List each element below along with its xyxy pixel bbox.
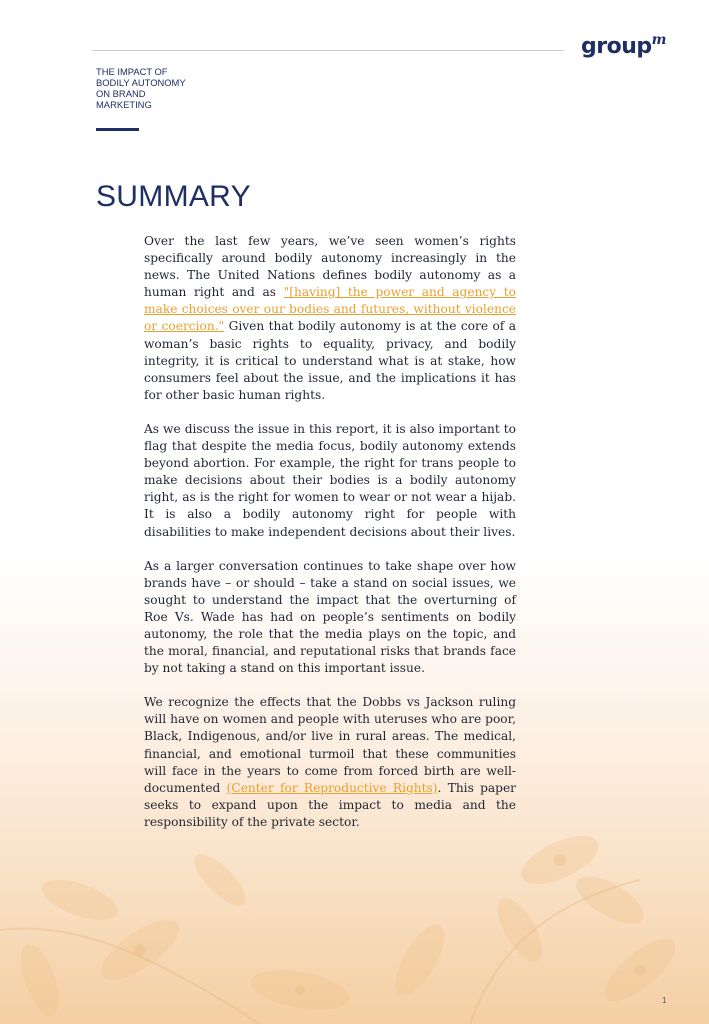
groupm-logo <box>581 34 666 59</box>
un-definition-link[interactable]: "[having] the power and agency to make choices over our bodies and futures, without violence or coercion." <box>144 285 516 334</box>
paragraph-4-text-after: . This paper seeks to expand upon the impact to media and the responsibility of the private sector. <box>144 780 516 829</box>
kicker-line: THE IMPACT OF <box>96 66 168 77</box>
kicker-line: ON BRAND <box>96 88 146 99</box>
paragraph-4-text-before: We recognize the effects that the Dobbs vs Jackson ruling will have on women and people with uteruses who are poor, Black, Indigenous, and/or live in rural areas. The medical, financial, and emotional turmoil that these communities will face in the years to come from forced birth are well-documented <box>144 695 516 795</box>
center-for-reproductive-rights-link[interactable]: (Center for Reproductive Rights) <box>226 780 438 795</box>
logo-superscript: m <box>651 32 666 48</box>
kicker-accent-bar <box>96 128 139 131</box>
paragraph-4 <box>144 694 516 831</box>
paragraph-1-text-before: Over the last few years, we’ve seen women’s rights specifically around bodily autonomy increasingly in the news. The United Nations defines bodily autonomy as a human right and as <box>144 234 516 300</box>
page-title: SUMMARY <box>96 180 251 213</box>
summary-body <box>144 233 516 848</box>
page-number: 1 <box>662 996 667 1005</box>
kicker-line: MARKETING <box>96 99 152 110</box>
header-divider <box>92 50 564 51</box>
kicker-line: BODILY AUTONOMY <box>96 77 186 88</box>
paragraph-2: As we discuss the issue in this report, it is also important to flag that despite the media focus, bodily autonomy extends beyond abortion. For example, the right for trans people to make decisions about their bodies is a bodily autonomy right, as is the right for women to wear or not wear a hijab. It is also a bodily autonomy right for people with disabilities to make independent decisions about their lives. <box>144 421 516 539</box>
paragraph-3: As a larger conversation continues to take shape over how brands have – or should – take a stand on social issues, we sought to understand the impact that the overturning of Roe Vs. Wade has had on people’s sentiments on bodily autonomy, the role that the media plays on the topic, and the moral, financial, and reputational risks that brands face by not taking a stand on this important issue. <box>144 558 516 676</box>
logo-text: group <box>581 34 652 59</box>
paragraph-1-text-after: Given that bodily autonomy is at the core of a woman’s basic rights to equality, privacy, and bodily integrity, it is critical to understand what is at stake, how consumers feel about the issue, and the implications it has for other basic human rights. <box>144 319 516 402</box>
paragraph-1 <box>144 233 516 404</box>
report-kicker <box>96 66 236 110</box>
